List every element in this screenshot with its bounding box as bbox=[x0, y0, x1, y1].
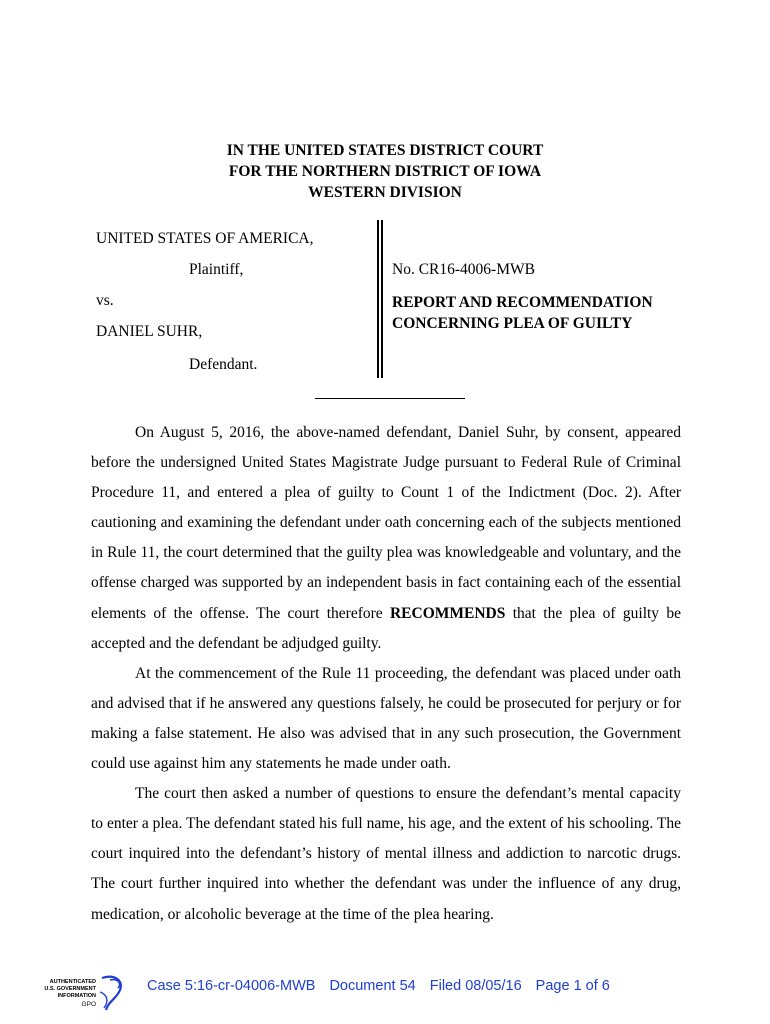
plaintiff-role: Plaintiff, bbox=[189, 261, 244, 278]
footer-filed-date: Filed 08/05/16 bbox=[429, 978, 522, 994]
paragraph-3: The court then asked a number of questions to ensure the defendant’s mental capacity to enter a plea. The defendant stated his full name, his age, and the extent of his schooling. The court inquired into the defendant’s history of mental illness and addiction to narcotic drugs. The court further inquired into whether the defendant was under the influence of any drug, medication, or alcoholic beverage at the time of the plea hearing. bbox=[91, 785, 681, 923]
case-number: No. CR16-4006-MWB bbox=[392, 261, 535, 278]
page-footer bbox=[0, 972, 770, 1012]
versus-label: vs. bbox=[96, 292, 114, 309]
paragraph-1-ending: that the plea of guilty be accepted and the defendant be adjudged guilty. bbox=[91, 604, 682, 652]
heading-line-division: WESTERN DIVISION bbox=[308, 184, 462, 201]
logo-line-information: INFORMATION bbox=[57, 993, 96, 999]
logo-line-authenticated: AUTHENTICATED bbox=[49, 979, 96, 985]
caption-divider bbox=[377, 220, 384, 378]
paragraph-1 bbox=[91, 418, 681, 659]
title-line-plea: CONCERNING PLEA OF GUILTY bbox=[392, 315, 633, 332]
paragraph-2: At the commencement of the Rule 11 proceeding, the defendant was placed under oath and advised that if he answered any questions falsely, he could be prosecuted for perjury or for making a false statement. He also was advised that in any such prosecution, the Government could use against him any statements he made under oath. bbox=[91, 664, 681, 773]
logo-line-government: U.S. GOVERNMENT bbox=[44, 986, 96, 992]
logo-line-gpo: GPO bbox=[81, 1001, 96, 1008]
court-heading bbox=[0, 140, 770, 203]
paragraph-1-text: On August 5, 2016, the above-named defendant, Daniel Suhr, by consent, appeared before the undersigned United States Magistrate Judge pursuant to Federal Rule of Criminal Procedure 11, and entered a plea of guilty to Count 1 of the Indictment (Doc. 2). After cautioning and examining the defendant under oath concerning each of the subjects mentioned in Rule 11, the court determined that the guilty plea was knowledgeable and voluntary, and the offense charged was supported by an independent basis in fact containing each of the essential elements of the offense. The court therefore bbox=[91, 424, 681, 622]
footer-page-number: Page 1 of 6 bbox=[535, 978, 610, 994]
footer-case-info bbox=[147, 978, 620, 994]
defendant-name: DANIEL SUHR, bbox=[96, 323, 203, 340]
document-title bbox=[392, 292, 653, 334]
recommends-emphasis: RECOMMENDS bbox=[389, 604, 506, 622]
gpo-authenticated-logo bbox=[40, 972, 130, 1012]
plaintiff-name: UNITED STATES OF AMERICA, bbox=[96, 230, 314, 247]
caption-rule bbox=[315, 398, 465, 399]
heading-line-court: IN THE UNITED STATES DISTRICT COURT bbox=[226, 142, 544, 159]
case-caption bbox=[0, 220, 770, 390]
footer-document-number: Document 54 bbox=[329, 978, 416, 994]
heading-line-district: FOR THE NORTHERN DISTRICT OF IOWA bbox=[228, 163, 542, 180]
defendant-role: Defendant. bbox=[189, 356, 258, 373]
title-line-report: REPORT AND RECOMMENDATION bbox=[392, 294, 653, 311]
footer-case-number: Case 5:16-cr-04006-MWB bbox=[147, 978, 316, 994]
document-body bbox=[91, 418, 681, 930]
